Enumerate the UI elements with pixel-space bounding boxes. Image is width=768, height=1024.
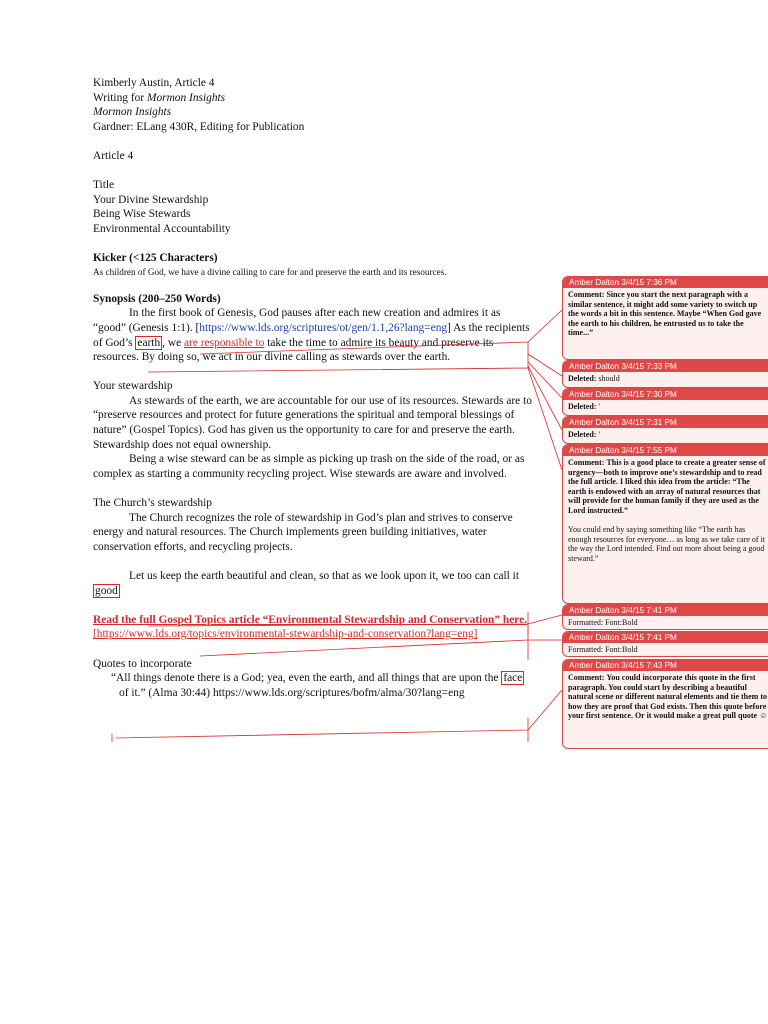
comment-balloon[interactable]	[562, 276, 768, 360]
comment-author-date: Amber Dalton 3/4/15 7:41 PM	[563, 605, 768, 616]
read-more-paragraph	[93, 613, 533, 642]
comment-author-date: Amber Dalton 3/4/15 7:43 PM	[563, 660, 768, 671]
comment-author-date: Amber Dalton 3/4/15 7:55 PM	[563, 445, 768, 456]
comment-balloon[interactable]	[562, 444, 768, 604]
deletion-balloon[interactable]	[562, 388, 768, 416]
article-label: Article 4	[93, 149, 134, 162]
comment-body: Formatted: Font:Bold	[568, 645, 638, 654]
comment-body: Formatted: Font:Bold	[568, 618, 638, 627]
comment-body: Deleted: '	[568, 402, 600, 411]
your-stewardship-heading: Your stewardship	[93, 380, 173, 393]
writing-for-line: Writing for Mormon Insights	[93, 91, 226, 104]
comment-body: Deleted: should	[568, 374, 620, 383]
deletion-balloon[interactable]	[562, 416, 768, 444]
inserted-text: are responsible to	[184, 336, 265, 349]
document-body	[93, 76, 533, 700]
church-stewardship-heading: The Church’s stewardship	[93, 497, 212, 510]
title-label: Title	[93, 179, 115, 192]
deletion-balloon[interactable]	[562, 360, 768, 388]
earth-marked-word: earth	[137, 336, 161, 349]
comment-author-date: Amber Dalton 3/4/15 7:30 PM	[563, 389, 768, 400]
face-marked-word: face	[503, 672, 523, 685]
synopsis-paragraph: In the first book of Genesis, God pauses after each new creation and admires it as “good” (Genesis 1:1). [https://www.lds.org/scriptures/ot/gen/1.1,26?lang=eng] As the recipients of God’s earth , we are responsible to take the time to admire its beauty and preserve its resources. By doing so, we act in our divine calling as stewards over the earth.	[93, 307, 530, 364]
comment-author-date: Amber Dalton 3/4/15 7:36 PM	[563, 277, 768, 288]
comment-body: Comment: You could incorporate this quote in the first paragraph. You could start by describing a beautiful natural scene or different natural elements and tie them to how they are proof that God exists. Then this quote before your first sentence. Or it would make a great pull quote ☺	[568, 673, 768, 721]
author-line: Kimberly Austin, Article 4	[93, 77, 215, 89]
read-more-bold: Read the full Gospel Topics article “Environmental Stewardship and Conservation” here.	[93, 613, 528, 626]
topics-link[interactable]: [https://www.lds.org/topics/environmental-stewardship-and-conservation?lang=eng]	[93, 628, 478, 641]
comment-body: Comment: Since you start the next paragraph with a similar sentence, it might add some variety to switch up the words a bit in this sentence. Maybe “When God gave the earth to his children, he entrusted us to take the time...”	[568, 290, 762, 338]
title-option: Environmental Accountability	[93, 222, 231, 235]
genesis-link[interactable]: https://www.lds.org/scriptures/ot/gen/1.1,26?lang=eng	[199, 321, 448, 334]
kicker-text: As children of God, we have a divine calling to care for and preserve the earth and its resources.	[93, 266, 447, 277]
comment-author-date: Amber Dalton 3/4/15 7:31 PM	[563, 417, 768, 428]
publication-line: Mormon Insights	[93, 106, 172, 119]
quotes-heading: Quotes to incorporate	[93, 657, 192, 670]
your-stewardship-paragraph: Being a wise steward can be as simple as picking up trash on the side of the road, or as complex as starting a community recycling project. Wise stewards are aware and involved.	[93, 453, 525, 480]
comment-body: Deleted: '	[568, 430, 600, 439]
comment-author-date: Amber Dalton 3/4/15 7:33 PM	[563, 361, 768, 372]
comment-author-date: Amber Dalton 3/4/15 7:41 PM	[563, 632, 768, 643]
kicker-heading: Kicker (<125 Characters)	[93, 252, 218, 265]
title-option: Your Divine Stewardship	[93, 193, 209, 206]
title-option: Being Wise Stewards	[93, 208, 191, 221]
format-balloon[interactable]	[562, 631, 768, 657]
church-stewardship-paragraph: The Church recognizes the role of stewardship in God’s plan and strives to conserve energy and natural resources. The Church implements green building initiatives, water conservation efforts, and recycling projects.	[93, 511, 513, 553]
closing-paragraph: Let us keep the earth beautiful and clean, so that as we look upon it, we too can call it good	[95, 570, 520, 597]
good-marked-word: good	[95, 584, 118, 597]
comment-balloon[interactable]	[562, 659, 768, 749]
quote-alma: “All things denote there is a God; yea, even the earth, and all things that are upon the face of it.” (Alma 30:44) https://www.lds.org/scriptures/bofm/alma/30?lang=eng	[111, 672, 523, 699]
comment-body: Comment: This is a good place to create a greater sense of urgency—both to improve one’s stewardship and to read the full article. I liked this idea from the article: “The earth is endowed with an array of natural resources that will provide for the human family if they are used as the Lord instructed.” You could end by saying something like “The earth has enough resources for everyone… as long as we take care of it the way the Lord intended. Find out more about being a good steward.”	[568, 458, 766, 563]
synopsis-heading: Synopsis (200–250 Words)	[93, 292, 221, 305]
your-stewardship-paragraph: As stewards of the earth, we are accountable for our use of its resources. Stewards are to “preserve resources and protect for future generations the spiritual and temporal blessings of nature” (Gospel Topics). God has given us the opportunity to care for and preserve the earth. Stewardship does not equal ownership.	[93, 394, 532, 451]
format-balloon[interactable]	[562, 604, 768, 630]
course-line: Gardner: ELang 430R, Editing for Publication	[93, 120, 305, 133]
